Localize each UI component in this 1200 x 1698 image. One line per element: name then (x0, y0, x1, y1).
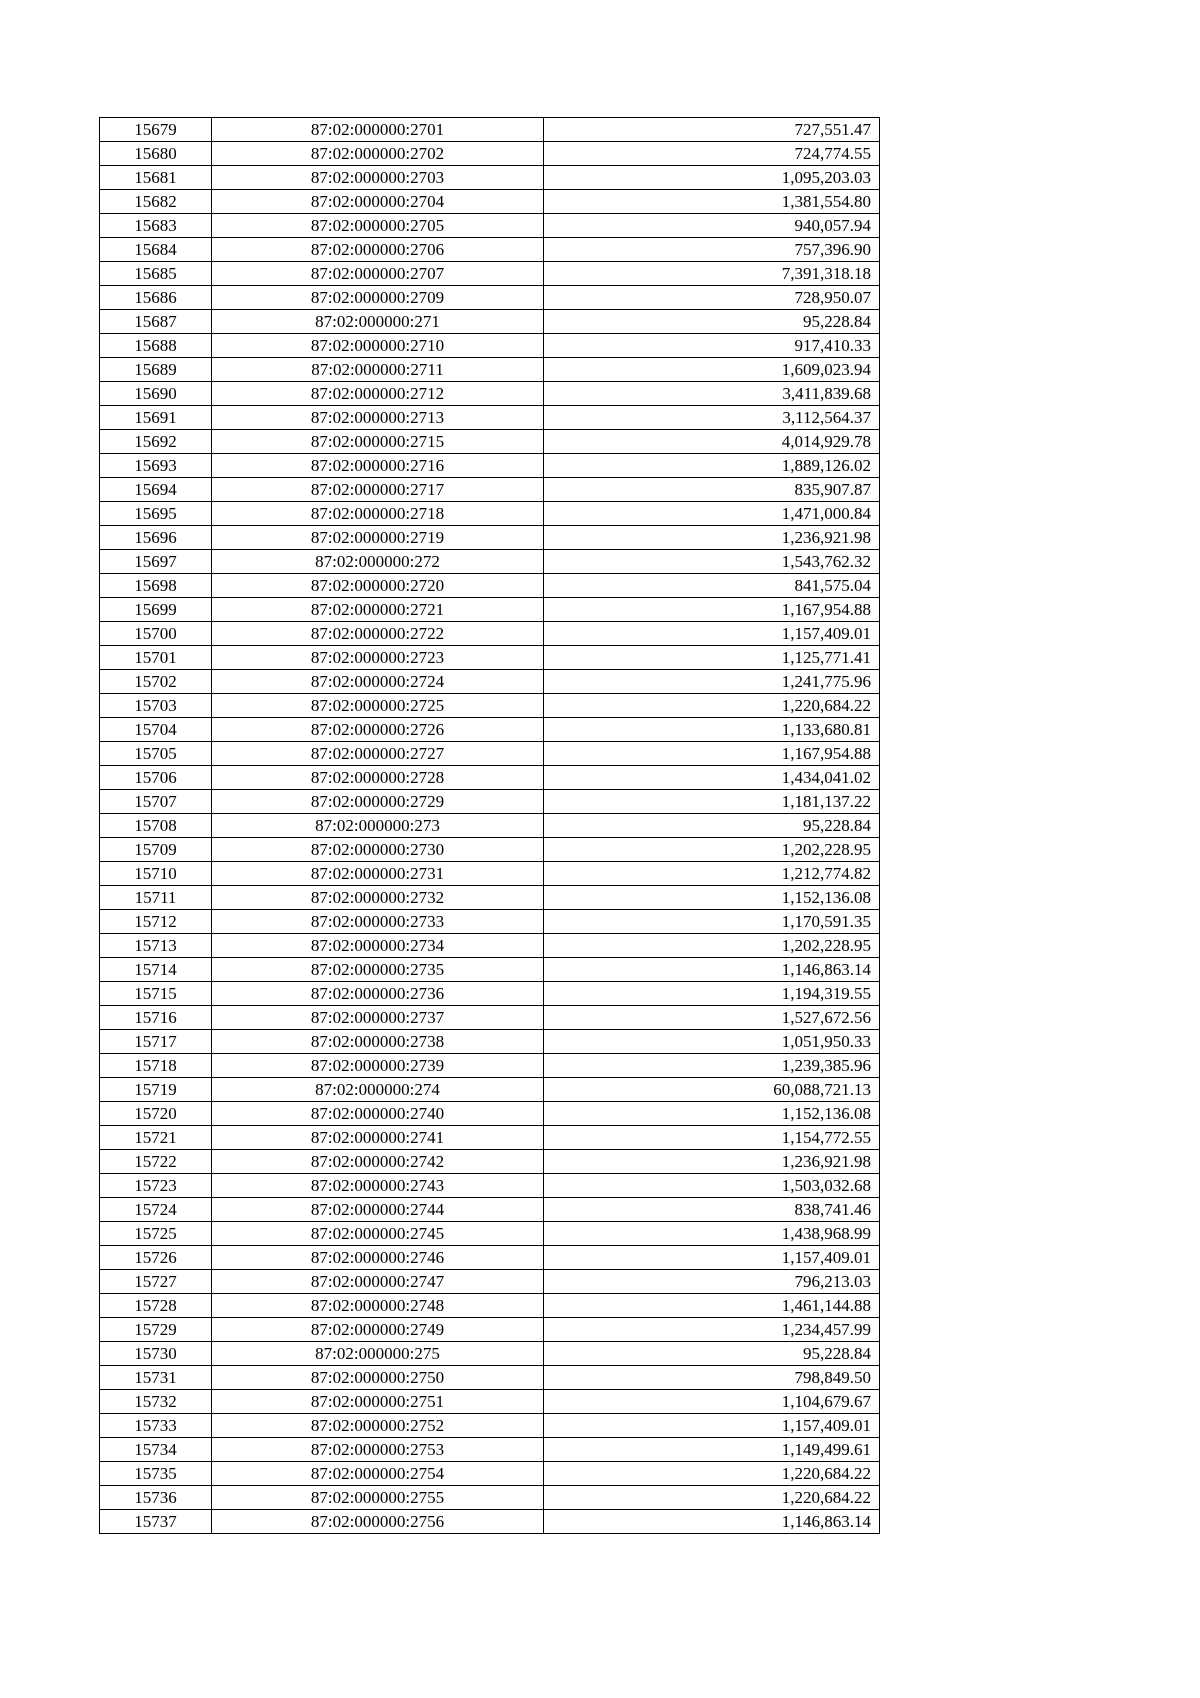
cadastral-number-cell: 87:02:000000:2713 (212, 406, 544, 430)
row-number-cell: 15719 (100, 1078, 212, 1102)
table-row (100, 814, 880, 838)
cadastral-value-cell: 1,146,863.14 (544, 1510, 880, 1534)
row-number-cell: 15735 (100, 1462, 212, 1486)
table-row (100, 190, 880, 214)
row-number-cell: 15718 (100, 1054, 212, 1078)
table-row (100, 334, 880, 358)
cadastral-number-cell: 87:02:000000:2735 (212, 958, 544, 982)
table-row (100, 1438, 880, 1462)
cadastral-value-cell: 95,228.84 (544, 310, 880, 334)
cadastral-number-cell: 87:02:000000:2738 (212, 1030, 544, 1054)
table-row (100, 766, 880, 790)
table-row (100, 1294, 880, 1318)
table-row (100, 838, 880, 862)
row-number-cell: 15713 (100, 934, 212, 958)
cadastral-number-cell: 87:02:000000:274 (212, 1078, 544, 1102)
row-number-cell: 15724 (100, 1198, 212, 1222)
cadastral-value-cell: 841,575.04 (544, 574, 880, 598)
table-row (100, 694, 880, 718)
row-number-cell: 15709 (100, 838, 212, 862)
cadastral-value-cell: 1,125,771.41 (544, 646, 880, 670)
cadastral-value-cell: 3,411,839.68 (544, 382, 880, 406)
cadastral-value-cell: 1,149,499.61 (544, 1438, 880, 1462)
table-row (100, 502, 880, 526)
cadastral-value-cell: 1,461,144.88 (544, 1294, 880, 1318)
row-number-cell: 15690 (100, 382, 212, 406)
table-row (100, 1366, 880, 1390)
table-row (100, 1390, 880, 1414)
table-row (100, 598, 880, 622)
row-number-cell: 15723 (100, 1174, 212, 1198)
row-number-cell: 15717 (100, 1030, 212, 1054)
table-row (100, 1270, 880, 1294)
row-number-cell: 15701 (100, 646, 212, 670)
cadastral-number-cell: 87:02:000000:2702 (212, 142, 544, 166)
row-number-cell: 15685 (100, 262, 212, 286)
cadastral-value-cell: 1,181,137.22 (544, 790, 880, 814)
cadastral-value-cell: 4,014,929.78 (544, 430, 880, 454)
row-number-cell: 15684 (100, 238, 212, 262)
cadastral-number-cell: 87:02:000000:2742 (212, 1150, 544, 1174)
table-row (100, 670, 880, 694)
table-row (100, 958, 880, 982)
table-row (100, 982, 880, 1006)
cadastral-number-cell: 87:02:000000:2701 (212, 118, 544, 142)
cadastral-number-cell: 87:02:000000:2743 (212, 1174, 544, 1198)
row-number-cell: 15696 (100, 526, 212, 550)
table-row (100, 910, 880, 934)
cadastral-value-cell: 1,152,136.08 (544, 1102, 880, 1126)
row-number-cell: 15715 (100, 982, 212, 1006)
cadastral-number-cell: 87:02:000000:275 (212, 1342, 544, 1366)
row-number-cell: 15728 (100, 1294, 212, 1318)
cadastral-value-cell: 1,471,000.84 (544, 502, 880, 526)
cadastral-number-cell: 87:02:000000:2745 (212, 1222, 544, 1246)
cadastral-number-cell: 87:02:000000:2741 (212, 1126, 544, 1150)
cadastral-value-cell: 1,220,684.22 (544, 1486, 880, 1510)
table-row (100, 358, 880, 382)
table-row (100, 1174, 880, 1198)
row-number-cell: 15683 (100, 214, 212, 238)
cadastral-value-cell: 1,095,203.03 (544, 166, 880, 190)
cadastral-value-cell: 1,167,954.88 (544, 742, 880, 766)
cadastral-value-cell: 1,438,968.99 (544, 1222, 880, 1246)
row-number-cell: 15689 (100, 358, 212, 382)
cadastral-value-table (99, 117, 880, 1534)
cadastral-number-cell: 87:02:000000:2705 (212, 214, 544, 238)
cadastral-value-cell: 95,228.84 (544, 1342, 880, 1366)
row-number-cell: 15680 (100, 142, 212, 166)
cadastral-number-cell: 87:02:000000:273 (212, 814, 544, 838)
cadastral-value-cell: 1,241,775.96 (544, 670, 880, 694)
row-number-cell: 15698 (100, 574, 212, 598)
cadastral-value-cell: 1,434,041.02 (544, 766, 880, 790)
cadastral-value-cell: 1,167,954.88 (544, 598, 880, 622)
cadastral-number-cell: 87:02:000000:2730 (212, 838, 544, 862)
cadastral-number-cell: 87:02:000000:2755 (212, 1486, 544, 1510)
cadastral-value-cell: 1,202,228.95 (544, 934, 880, 958)
cadastral-number-cell: 87:02:000000:2723 (212, 646, 544, 670)
cadastral-value-cell: 7,391,318.18 (544, 262, 880, 286)
cadastral-number-cell: 87:02:000000:2739 (212, 1054, 544, 1078)
cadastral-value-cell: 940,057.94 (544, 214, 880, 238)
cadastral-value-cell: 60,088,721.13 (544, 1078, 880, 1102)
cadastral-value-cell: 798,849.50 (544, 1366, 880, 1390)
table-row (100, 526, 880, 550)
cadastral-value-cell: 1,609,023.94 (544, 358, 880, 382)
cadastral-value-cell: 1,543,762.32 (544, 550, 880, 574)
cadastral-value-cell: 1,051,950.33 (544, 1030, 880, 1054)
cadastral-number-cell: 87:02:000000:2749 (212, 1318, 544, 1342)
cadastral-value-cell: 1,503,032.68 (544, 1174, 880, 1198)
table-row (100, 1462, 880, 1486)
cadastral-value-cell: 1,146,863.14 (544, 958, 880, 982)
row-number-cell: 15707 (100, 790, 212, 814)
row-number-cell: 15693 (100, 454, 212, 478)
cadastral-value-cell: 1,239,385.96 (544, 1054, 880, 1078)
cadastral-number-cell: 87:02:000000:2726 (212, 718, 544, 742)
row-number-cell: 15688 (100, 334, 212, 358)
row-number-cell: 15681 (100, 166, 212, 190)
table-body (100, 118, 880, 1534)
cadastral-value-cell: 1,220,684.22 (544, 1462, 880, 1486)
row-number-cell: 15729 (100, 1318, 212, 1342)
cadastral-number-cell: 87:02:000000:2740 (212, 1102, 544, 1126)
row-number-cell: 15705 (100, 742, 212, 766)
cadastral-value-cell: 1,170,591.35 (544, 910, 880, 934)
cadastral-value-cell: 1,194,319.55 (544, 982, 880, 1006)
cadastral-value-cell: 1,234,457.99 (544, 1318, 880, 1342)
row-number-cell: 15691 (100, 406, 212, 430)
row-number-cell: 15722 (100, 1150, 212, 1174)
cadastral-number-cell: 87:02:000000:2704 (212, 190, 544, 214)
cadastral-value-cell: 1,236,921.98 (544, 526, 880, 550)
cadastral-number-cell: 87:02:000000:2703 (212, 166, 544, 190)
row-number-cell: 15726 (100, 1246, 212, 1270)
cadastral-number-cell: 87:02:000000:2721 (212, 598, 544, 622)
table-row (100, 646, 880, 670)
table-row (100, 166, 880, 190)
cadastral-number-cell: 87:02:000000:2729 (212, 790, 544, 814)
cadastral-number-cell: 87:02:000000:2707 (212, 262, 544, 286)
cadastral-value-cell: 1,220,684.22 (544, 694, 880, 718)
table-row (100, 886, 880, 910)
cadastral-number-cell: 87:02:000000:2722 (212, 622, 544, 646)
table-row (100, 262, 880, 286)
table-row (100, 430, 880, 454)
cadastral-number-cell: 87:02:000000:2728 (212, 766, 544, 790)
cadastral-number-cell: 87:02:000000:2706 (212, 238, 544, 262)
table-row (100, 1078, 880, 1102)
cadastral-number-cell: 87:02:000000:2747 (212, 1270, 544, 1294)
table-row (100, 1030, 880, 1054)
row-number-cell: 15706 (100, 766, 212, 790)
row-number-cell: 15731 (100, 1366, 212, 1390)
row-number-cell: 15703 (100, 694, 212, 718)
cadastral-number-cell: 87:02:000000:2737 (212, 1006, 544, 1030)
row-number-cell: 15710 (100, 862, 212, 886)
row-number-cell: 15721 (100, 1126, 212, 1150)
cadastral-value-cell: 727,551.47 (544, 118, 880, 142)
cadastral-number-cell: 87:02:000000:2709 (212, 286, 544, 310)
cadastral-number-cell: 87:02:000000:2750 (212, 1366, 544, 1390)
cadastral-number-cell: 87:02:000000:271 (212, 310, 544, 334)
cadastral-number-cell: 87:02:000000:2717 (212, 478, 544, 502)
cadastral-number-cell: 87:02:000000:2727 (212, 742, 544, 766)
cadastral-number-cell: 87:02:000000:2711 (212, 358, 544, 382)
row-number-cell: 15720 (100, 1102, 212, 1126)
cadastral-value-cell: 1,527,672.56 (544, 1006, 880, 1030)
cadastral-number-cell: 87:02:000000:2753 (212, 1438, 544, 1462)
table-row (100, 454, 880, 478)
row-number-cell: 15714 (100, 958, 212, 982)
row-number-cell: 15727 (100, 1270, 212, 1294)
cadastral-value-cell: 1,157,409.01 (544, 1246, 880, 1270)
cadastral-value-cell: 724,774.55 (544, 142, 880, 166)
row-number-cell: 15712 (100, 910, 212, 934)
cadastral-number-cell: 87:02:000000:2720 (212, 574, 544, 598)
row-number-cell: 15711 (100, 886, 212, 910)
cadastral-number-cell: 87:02:000000:2725 (212, 694, 544, 718)
cadastral-number-cell: 87:02:000000:2752 (212, 1414, 544, 1438)
row-number-cell: 15704 (100, 718, 212, 742)
table-row (100, 238, 880, 262)
cadastral-number-cell: 87:02:000000:2744 (212, 1198, 544, 1222)
cadastral-number-cell: 87:02:000000:272 (212, 550, 544, 574)
table-row (100, 1486, 880, 1510)
cadastral-value-cell: 95,228.84 (544, 814, 880, 838)
table-row (100, 406, 880, 430)
cadastral-number-cell: 87:02:000000:2748 (212, 1294, 544, 1318)
table-row (100, 1246, 880, 1270)
row-number-cell: 15687 (100, 310, 212, 334)
table-row (100, 574, 880, 598)
cadastral-number-cell: 87:02:000000:2719 (212, 526, 544, 550)
row-number-cell: 15736 (100, 1486, 212, 1510)
row-number-cell: 15734 (100, 1438, 212, 1462)
cadastral-value-cell: 1,157,409.01 (544, 622, 880, 646)
row-number-cell: 15733 (100, 1414, 212, 1438)
cadastral-number-cell: 87:02:000000:2756 (212, 1510, 544, 1534)
table-row (100, 1222, 880, 1246)
cadastral-number-cell: 87:02:000000:2715 (212, 430, 544, 454)
cadastral-number-cell: 87:02:000000:2754 (212, 1462, 544, 1486)
cadastral-number-cell: 87:02:000000:2736 (212, 982, 544, 1006)
cadastral-number-cell: 87:02:000000:2731 (212, 862, 544, 886)
row-number-cell: 15725 (100, 1222, 212, 1246)
table-row (100, 934, 880, 958)
cadastral-value-cell: 1,236,921.98 (544, 1150, 880, 1174)
row-number-cell: 15682 (100, 190, 212, 214)
row-number-cell: 15716 (100, 1006, 212, 1030)
table-row (100, 1510, 880, 1534)
table-row (100, 718, 880, 742)
cadastral-number-cell: 87:02:000000:2710 (212, 334, 544, 358)
cadastral-value-cell: 917,410.33 (544, 334, 880, 358)
row-number-cell: 15702 (100, 670, 212, 694)
cadastral-value-cell: 1,157,409.01 (544, 1414, 880, 1438)
cadastral-number-cell: 87:02:000000:2751 (212, 1390, 544, 1414)
cadastral-value-cell: 838,741.46 (544, 1198, 880, 1222)
table-row (100, 1150, 880, 1174)
cadastral-number-cell: 87:02:000000:2718 (212, 502, 544, 526)
table-row (100, 118, 880, 142)
cadastral-value-cell: 1,152,136.08 (544, 886, 880, 910)
table-row (100, 214, 880, 238)
cadastral-number-cell: 87:02:000000:2733 (212, 910, 544, 934)
table-row (100, 790, 880, 814)
cadastral-value-cell: 1,212,774.82 (544, 862, 880, 886)
table-row (100, 622, 880, 646)
row-number-cell: 15699 (100, 598, 212, 622)
cadastral-value-cell: 1,381,554.80 (544, 190, 880, 214)
table-row (100, 1102, 880, 1126)
cadastral-value-cell: 1,202,228.95 (544, 838, 880, 862)
table-row (100, 1198, 880, 1222)
cadastral-number-cell: 87:02:000000:2732 (212, 886, 544, 910)
row-number-cell: 15695 (100, 502, 212, 526)
table-row (100, 742, 880, 766)
cadastral-value-cell: 1,889,126.02 (544, 454, 880, 478)
cadastral-number-cell: 87:02:000000:2724 (212, 670, 544, 694)
table-row (100, 1006, 880, 1030)
table-row (100, 1342, 880, 1366)
row-number-cell: 15730 (100, 1342, 212, 1366)
table-row (100, 1318, 880, 1342)
cadastral-number-cell: 87:02:000000:2734 (212, 934, 544, 958)
row-number-cell: 15697 (100, 550, 212, 574)
cadastral-number-cell: 87:02:000000:2712 (212, 382, 544, 406)
cadastral-number-cell: 87:02:000000:2716 (212, 454, 544, 478)
table-row (100, 142, 880, 166)
table-row (100, 1414, 880, 1438)
table-row (100, 862, 880, 886)
row-number-cell: 15686 (100, 286, 212, 310)
row-number-cell: 15708 (100, 814, 212, 838)
row-number-cell: 15679 (100, 118, 212, 142)
row-number-cell: 15692 (100, 430, 212, 454)
cadastral-value-cell: 1,104,679.67 (544, 1390, 880, 1414)
table-row (100, 478, 880, 502)
table-row (100, 550, 880, 574)
table-row (100, 1054, 880, 1078)
cadastral-value-cell: 757,396.90 (544, 238, 880, 262)
cadastral-value-cell: 796,213.03 (544, 1270, 880, 1294)
table-row (100, 286, 880, 310)
cadastral-value-cell: 3,112,564.37 (544, 406, 880, 430)
table-row (100, 1126, 880, 1150)
row-number-cell: 15732 (100, 1390, 212, 1414)
table-row (100, 382, 880, 406)
cadastral-number-cell: 87:02:000000:2746 (212, 1246, 544, 1270)
row-number-cell: 15737 (100, 1510, 212, 1534)
row-number-cell: 15700 (100, 622, 212, 646)
cadastral-value-cell: 728,950.07 (544, 286, 880, 310)
row-number-cell: 15694 (100, 478, 212, 502)
cadastral-value-cell: 835,907.87 (544, 478, 880, 502)
table-row (100, 310, 880, 334)
cadastral-value-cell: 1,133,680.81 (544, 718, 880, 742)
cadastral-value-cell: 1,154,772.55 (544, 1126, 880, 1150)
